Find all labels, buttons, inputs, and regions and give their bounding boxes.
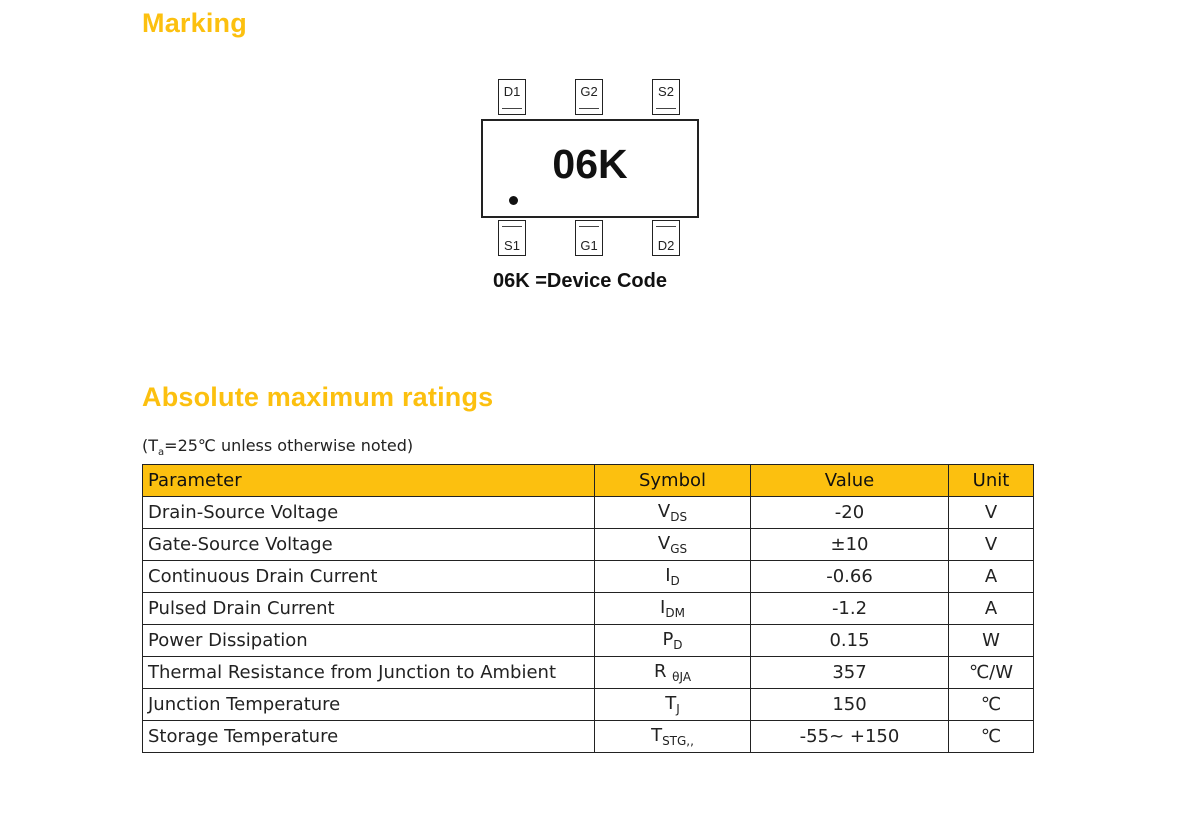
symbol-subscript: J xyxy=(676,702,680,716)
note-suffix: =25℃ unless otherwise noted) xyxy=(164,436,414,455)
cell-unit: A xyxy=(949,593,1034,625)
cell-symbol xyxy=(595,497,751,529)
note-prefix: (T xyxy=(142,436,159,455)
cell-parameter: Gate-Source Voltage xyxy=(143,529,595,561)
pin-g2 xyxy=(575,79,603,115)
pin-g1 xyxy=(575,220,603,256)
cell-value: -55~ +150 xyxy=(751,721,949,753)
cell-symbol xyxy=(595,721,751,753)
sot-package-marking-diagram xyxy=(460,70,720,310)
package-body xyxy=(481,119,699,218)
cell-parameter: Junction Temperature xyxy=(143,689,595,721)
symbol-subscript: DS xyxy=(670,510,688,524)
cell-unit: V xyxy=(949,529,1034,561)
cell-unit: ℃ xyxy=(949,721,1034,753)
table-row xyxy=(143,561,1034,593)
symbol-subscript: D xyxy=(670,574,680,588)
symbol-main: T xyxy=(651,725,663,746)
cell-value: 0.15 xyxy=(751,625,949,657)
table-row xyxy=(143,721,1034,753)
header-unit: Unit xyxy=(949,465,1034,497)
cell-value: ±10 xyxy=(751,529,949,561)
pin-label: G1 xyxy=(580,238,598,253)
table-row xyxy=(143,497,1034,529)
cell-value: 357 xyxy=(751,657,949,689)
pin-d2 xyxy=(652,220,680,256)
header-parameter: Parameter xyxy=(143,465,595,497)
table-row xyxy=(143,625,1034,657)
pin1-indicator-dot xyxy=(509,196,518,205)
cell-value: -1.2 xyxy=(751,593,949,625)
table-row xyxy=(143,657,1034,689)
cell-value: -0.66 xyxy=(751,561,949,593)
symbol-main: V xyxy=(657,533,671,554)
pin-label: D1 xyxy=(503,84,521,99)
absolute-max-ratings-table xyxy=(142,464,1034,753)
cell-value: 150 xyxy=(751,689,949,721)
header-value: Value xyxy=(751,465,949,497)
pin-s1 xyxy=(498,220,526,256)
symbol-main: P xyxy=(662,629,674,650)
cell-symbol xyxy=(595,689,751,721)
cell-symbol xyxy=(595,625,751,657)
device-code-marking: 06K xyxy=(552,141,628,187)
cell-symbol xyxy=(595,593,751,625)
pin-label: S1 xyxy=(504,238,520,253)
ratings-section-title: Absolute maximum ratings xyxy=(142,382,494,412)
table-row xyxy=(143,689,1034,721)
pin-d1 xyxy=(498,79,526,115)
cell-parameter: Continuous Drain Current xyxy=(143,561,595,593)
note-subscript: a xyxy=(158,447,165,459)
symbol-main: T xyxy=(665,693,677,714)
symbol-subscript: GS xyxy=(670,542,688,556)
symbol-subscript: DM xyxy=(665,606,685,620)
symbol-main: I xyxy=(665,565,671,586)
cell-unit: ℃ xyxy=(949,689,1034,721)
device-code-caption: 06K =Device Code xyxy=(493,270,667,292)
symbol-main: I xyxy=(660,597,666,618)
conditions-note xyxy=(142,436,413,458)
cell-symbol xyxy=(595,561,751,593)
pin-label: D2 xyxy=(657,238,675,253)
symbol-subscript: θJA xyxy=(672,670,692,684)
symbol-subscript: STG,, xyxy=(662,734,694,748)
marking-section-title: Marking xyxy=(142,8,247,38)
cell-symbol xyxy=(595,529,751,561)
pin-label: S2 xyxy=(658,84,674,99)
cell-parameter: Storage Temperature xyxy=(143,721,595,753)
pin-s2 xyxy=(652,79,680,115)
cell-parameter: Pulsed Drain Current xyxy=(143,593,595,625)
cell-value: -20 xyxy=(751,497,949,529)
cell-unit: A xyxy=(949,561,1034,593)
cell-unit: ℃/W xyxy=(949,657,1034,689)
pin-label: G2 xyxy=(580,84,598,99)
symbol-subscript: D xyxy=(673,638,683,652)
header-symbol: Symbol xyxy=(595,465,751,497)
table-row xyxy=(143,593,1034,625)
cell-parameter: Drain-Source Voltage xyxy=(143,497,595,529)
cell-parameter: Power Dissipation xyxy=(143,625,595,657)
symbol-main: V xyxy=(657,501,671,522)
cell-unit: V xyxy=(949,497,1034,529)
cell-symbol xyxy=(595,657,751,689)
symbol-main: R xyxy=(653,661,673,682)
table-header-row xyxy=(143,465,1034,497)
table-row xyxy=(143,529,1034,561)
cell-parameter: Thermal Resistance from Junction to Ambient xyxy=(143,657,595,689)
cell-unit: W xyxy=(949,625,1034,657)
